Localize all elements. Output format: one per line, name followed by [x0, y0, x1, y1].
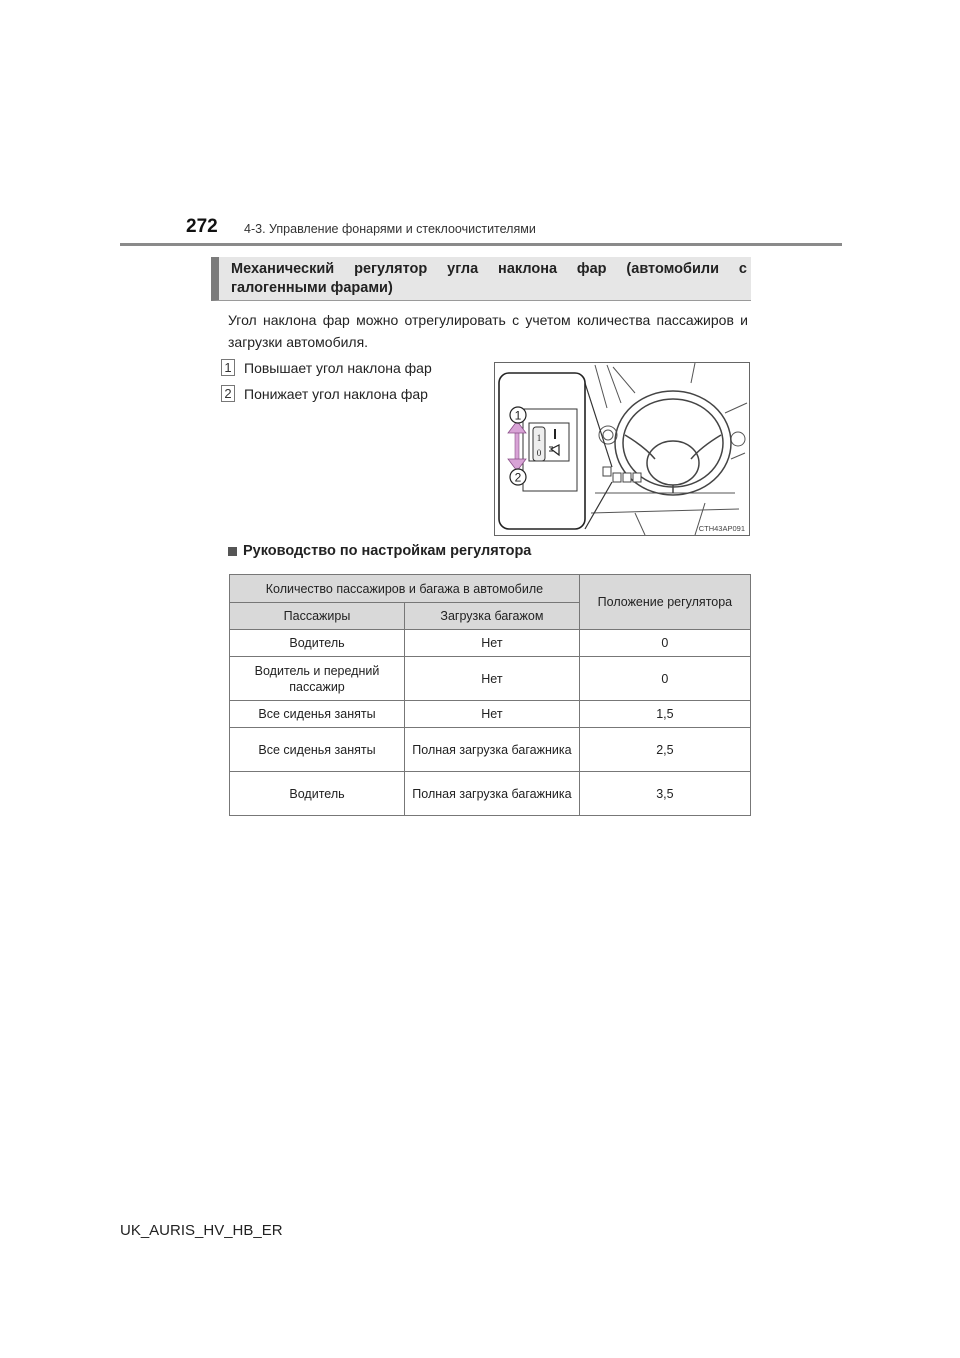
cell-luggage: Полная загрузка багажника [405, 772, 580, 816]
svg-text:2: 2 [514, 470, 522, 485]
cell-passengers: Водитель и передний пассажир [230, 657, 405, 701]
headlight-leveling-figure [494, 362, 750, 536]
cell-position: 2,5 [579, 728, 750, 772]
chapter-title: 4-3. Управление фонарями и стеклоочистителями [244, 222, 536, 236]
table-row [230, 657, 751, 701]
table-row [230, 630, 751, 657]
square-bullet-icon [228, 547, 237, 556]
header-position: Положение регулятора [579, 575, 750, 630]
dashboard-illustration [495, 363, 749, 535]
figure-code: CTH43AP091 [698, 524, 745, 533]
header-group: Количество пассажиров и багажа в автомобиле [230, 575, 580, 603]
item-label: Повышает угол наклона фар [244, 359, 432, 376]
section-title: Механический регулятор угла наклона фар (автомобили с галогенными фарами) [231, 261, 747, 296]
header-passengers: Пассажиры [230, 603, 405, 630]
page-number: 272 [186, 216, 218, 237]
table-row [230, 772, 751, 816]
cell-luggage: Нет [405, 701, 580, 728]
list-item-lower [221, 385, 428, 402]
dial-mark-top: 1 [536, 433, 542, 443]
footer-doc-code: UK_AURIS_HV_HB_ER [120, 1222, 283, 1239]
steering-wheel-icon [615, 391, 731, 495]
svg-text:1: 1 [514, 408, 522, 423]
intro-paragraph: Угол наклона фар можно отрегулировать с учетом количества пассажиров и загрузки автомобиля. [228, 312, 748, 350]
table-header-row [230, 575, 751, 603]
settings-table [229, 574, 751, 816]
dial-mark-bottom: 0 [536, 448, 542, 458]
cell-position: 0 [579, 657, 750, 701]
list-item-raise [221, 359, 432, 376]
guide-title: Руководство по настройкам регулятора [243, 543, 532, 559]
header-rule [120, 243, 842, 246]
cell-luggage: Нет [405, 630, 580, 657]
item-number-box: 1 [221, 359, 235, 376]
header-luggage: Загрузка багажом [405, 603, 580, 630]
section-heading [211, 257, 751, 301]
guide-heading [228, 543, 531, 559]
table-row [230, 701, 751, 728]
cell-luggage: Полная загрузка багажника [405, 728, 580, 772]
cell-passengers: Водитель [230, 630, 405, 657]
cell-passengers: Все сиденья заняты [230, 701, 405, 728]
item-number-box: 2 [221, 385, 235, 402]
cell-passengers: Все сиденья заняты [230, 728, 405, 772]
cell-passengers: Водитель [230, 772, 405, 816]
cell-position: 1,5 [579, 701, 750, 728]
cell-position: 0 [579, 630, 750, 657]
cell-luggage: Нет [405, 657, 580, 701]
item-label: Понижает угол наклона фар [244, 385, 428, 402]
cell-position: 3,5 [579, 772, 750, 816]
table-row [230, 728, 751, 772]
